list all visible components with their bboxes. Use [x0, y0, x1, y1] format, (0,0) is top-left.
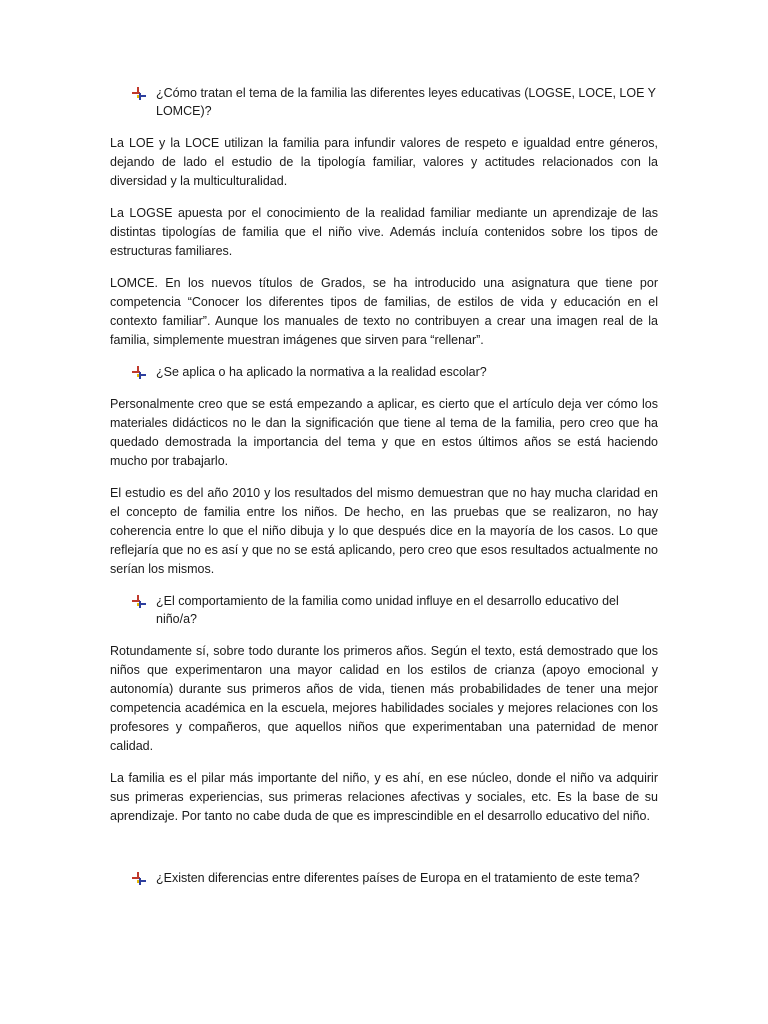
- bullet-question: [110, 84, 658, 120]
- paragraph: La LOE y la LOCE utilizan la familia para infundir valores de respeto e igualdad entre géneros, dejando de lado el estudio de la tipología familiar, valores y actitudes relacionados con la diversidad y la multiculturalidad.: [110, 136, 658, 188]
- arrow-bullet-icon: [132, 595, 146, 608]
- arrow-bullet-icon: [132, 366, 146, 379]
- arrow-bullet-icon: [132, 872, 146, 885]
- bullet-text: ¿El comportamiento de la familia como unidad influye en el desarrollo educativo del niño/a?: [156, 594, 619, 626]
- paragraph: LOMCE. En los nuevos títulos de Grados, se ha introducido una asignatura que tiene por competencia “Conocer los diferentes tipos de familias, de estilos de vida y educación en el contexto familiar”. Aunque los manuales de texto no contribuyen a crear una imagen real de la familia, simplemente muestran imágenes que sirven para “rellenar”.: [110, 276, 658, 347]
- paragraph: La LOGSE apuesta por el conocimiento de la realidad familiar mediante un aprendizaje de las distintas tipologías de familia que el niño vive. Además incluía contenidos sobre los tipos de estructuras familiares.: [110, 206, 658, 258]
- bullet-question: [110, 869, 658, 887]
- paragraph: Personalmente creo que se está empezando a aplicar, es cierto que el artículo deja ver cómo los materiales didácticos no le dan la significación que tiene al tema de la familia, pero creo que ha quedado demostrada la importancia del tema y que en estos últimos años se está haciendo mucho por trabajarlo.: [110, 397, 658, 468]
- bullet-text: ¿Cómo tratan el tema de la familia las diferentes leyes educativas (LOGSE, LOCE, LOE Y LOMCE)?: [156, 86, 656, 118]
- paragraph: La familia es el pilar más importante del niño, y es ahí, en ese núcleo, donde el niño va adquirir sus primeras experiencias, sus primeras relaciones afectivas y sociales, etc. Es la base de su aprendizaje. Por tanto no cabe duda de que es imprescindible en el desarrollo educativo del niño.: [110, 771, 658, 823]
- bullet-question: [110, 592, 658, 628]
- arrow-bullet-icon: [132, 87, 146, 100]
- paragraph: Rotundamente sí, sobre todo durante los primeros años. Según el texto, está demostrado que los niños que experimentaron una mayor calidad en los estilos de crianza (apoyo emocional y autonomía) durante sus primeros años de vida, tienen más probabilidades de tener una mejor competencia académica en la escuela, mejores habilidades sociales y mejores relaciones con los profesores y compañeros, que aquellos niños que experimentaban una paternidad de menor calidad.: [110, 644, 658, 753]
- spacer: [110, 839, 658, 869]
- paragraph: El estudio es del año 2010 y los resultados del mismo demuestran que no hay mucha claridad en el concepto de familia entre los niños. De hecho, en las pruebas que se realizaron, no hay coherencia entre lo que el niño dibuja y lo que después dice en la mayoría de los casos. Lo que reflejaría que no es así y que no se está aplicando, pero creo que esos resultados actualmente no serían los mismos.: [110, 486, 658, 576]
- bullet-text: ¿Se aplica o ha aplicado la normativa a la realidad escolar?: [156, 365, 487, 379]
- document-body: [110, 84, 658, 901]
- bullet-question: [110, 363, 658, 381]
- bullet-text: ¿Existen diferencias entre diferentes países de Europa en el tratamiento de este tema?: [156, 871, 640, 885]
